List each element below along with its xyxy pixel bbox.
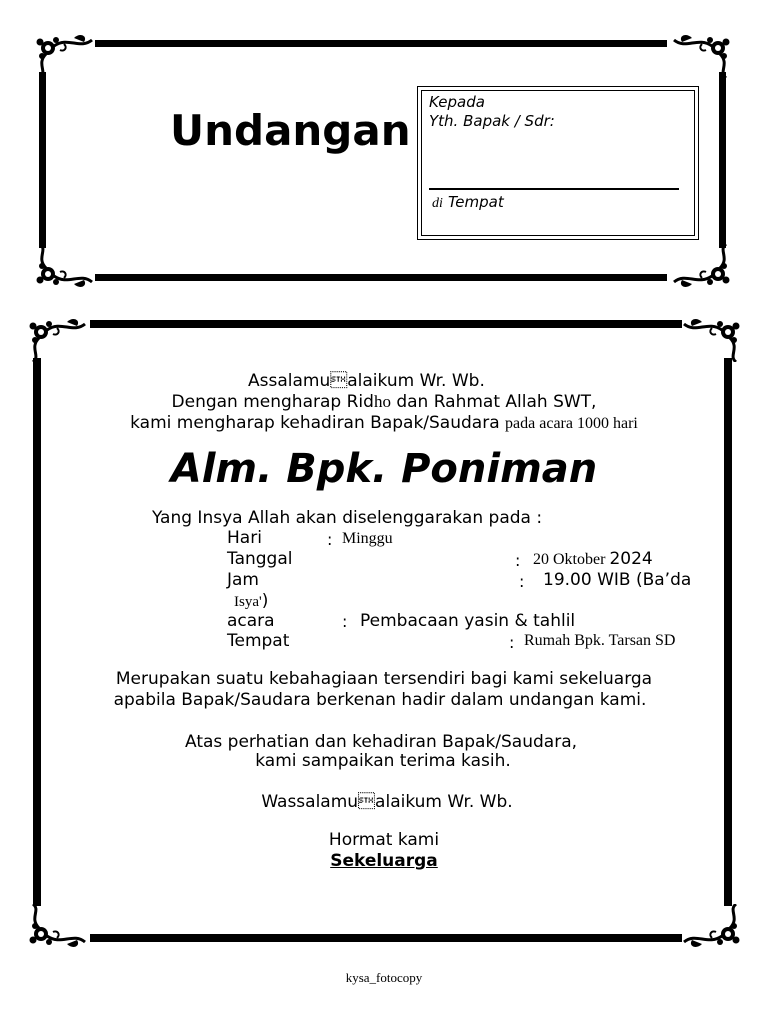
card-border-bottom: [90, 934, 682, 942]
envelope-title: Undangan: [170, 106, 411, 155]
corner-ornament-icon: [34, 34, 94, 78]
card-border-left: [33, 358, 41, 906]
date-value: 20 Oktober 2024: [533, 549, 653, 569]
time-separator: :: [519, 572, 525, 591]
address-to-label: Kepada: [429, 93, 485, 111]
day-separator: :: [327, 530, 333, 549]
event-separator: :: [342, 612, 348, 631]
place-separator: :: [509, 633, 515, 652]
event-value: Pembacaan yasin & tahlil: [360, 611, 576, 631]
event-intro: Yang Insya Allah akan diselenggarakan pada :: [152, 508, 543, 528]
corner-ornament-icon: [27, 318, 87, 362]
time-value-cont: Isya'): [234, 591, 269, 611]
request-line: kami mengharap kehadiran Bapak/Saudara pada acara 1000 hari: [130, 413, 638, 433]
envelope-border-bottom: [95, 274, 667, 281]
corner-ornament-icon: [34, 244, 94, 288]
thanks-line-2: kami sampaikan terima kasih.: [255, 751, 511, 771]
card-border-top: [90, 320, 682, 328]
time-label: Jam: [227, 570, 259, 590]
date-label: Tanggal: [227, 549, 293, 569]
happiness-line-1: Merupakan suatu kebahagiaan tersendiri bagi kami sekeluarga: [115, 669, 653, 689]
date-separator: :: [515, 551, 521, 570]
event-label: acara: [227, 611, 275, 631]
envelope-border-top: [95, 40, 667, 47]
corner-ornament-icon: [682, 904, 742, 948]
signature: Sekeluarga: [330, 851, 438, 871]
deceased-name: Alm. Bpk. Poniman: [170, 446, 598, 492]
regards: Hormat kami: [328, 830, 440, 850]
address-box: [417, 86, 699, 240]
envelope-border-left: [39, 72, 46, 248]
corner-ornament-icon: [27, 904, 87, 948]
corner-ornament-icon: [682, 318, 742, 362]
address-line: [429, 188, 679, 190]
envelope-border-right: [719, 72, 726, 248]
card-border-right: [724, 358, 732, 906]
day-label: Hari: [227, 528, 262, 548]
day-value: Minggu: [342, 530, 393, 547]
address-place: [432, 192, 504, 212]
corner-ornament-icon: [672, 34, 732, 78]
hope-line: Dengan mengharap Ridho dan Rahmat Allah SWT,: [171, 392, 597, 412]
address-place-prefix: di: [432, 196, 443, 211]
time-value: 19.00 WIB (Ba’da: [543, 570, 692, 590]
address-addressee-label: Yth. Bapak / Sdr:: [429, 112, 555, 130]
happiness-line-2: apabila Bapak/Saudara berkenan hadir dalam undangan kami.: [113, 690, 647, 710]
place-label: Tempat: [227, 631, 290, 651]
greeting-close: Wassalamualaikum Wr. Wb.: [261, 792, 513, 812]
place-value: Rumah Bpk. Tarsan SD: [524, 632, 676, 649]
thanks-line-1: Atas perhatian dan kehadiran Bapak/Saudara,: [184, 732, 578, 752]
footer-credit: kysa_fotocopy: [345, 970, 423, 985]
corner-ornament-icon: [672, 244, 732, 288]
greeting-open: Assalamualaikum Wr. Wb.: [248, 371, 485, 391]
address-place-label: Tempat: [447, 193, 504, 211]
